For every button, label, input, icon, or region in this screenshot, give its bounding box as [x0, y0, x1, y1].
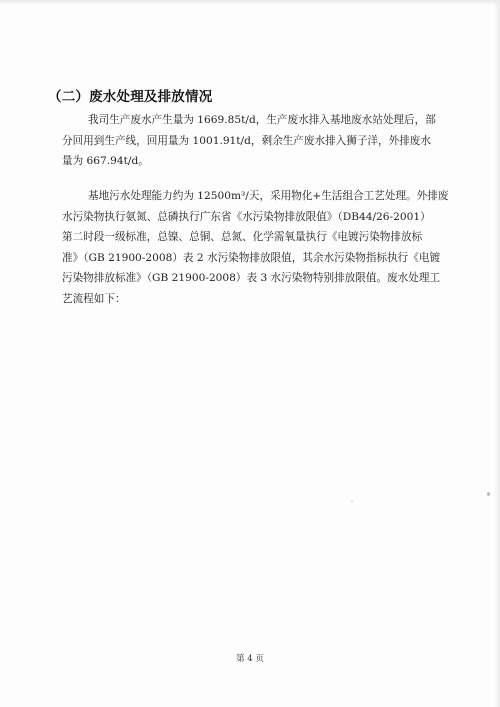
paragraph-line: 分回用到生产线，回用量为 1001.91t/d，剩余生产废水排入狮子洋，外排废水: [62, 134, 431, 147]
section-heading: （二）废水处理及排放情况: [48, 89, 213, 105]
paragraph-line: 准》（GB 21900-2008）表 2 水污染物排放限值，其余水污染物指标执行《电镀: [62, 251, 441, 264]
page-number: 第 4 页: [236, 654, 264, 664]
paragraph-treatment-standards: [62, 186, 457, 309]
paragraph-line: 量为 667.94t/d。: [62, 155, 149, 167]
paragraph-line: 水污染物执行氨氮、总磷执行广东省《水污染物排放限值》（DB44/26-2001）: [62, 210, 431, 223]
paragraph-line: 我司生产废水产生量为 1669.85t/d，生产废水排入基地废水站处理后，部: [88, 114, 436, 126]
scan-edge-right: [494, 0, 500, 707]
paragraph-wastewater-volume: [62, 110, 457, 172]
paragraph-line: 污染物排放标准》（GB 21900-2008）表 3 水污染物特别排放限值。废水处理工: [62, 272, 441, 284]
scan-speck: [487, 492, 490, 496]
paragraph-line: 艺流程如下：: [62, 292, 126, 305]
paragraph-line: 基地污水处理能力约为 12500m³/天，采用物化+生活组合工艺处理。外排废: [88, 190, 449, 202]
paragraph-line: 第二时段一级标准，总镍、总铜、总氮、化学需氧量执行《电镀污染物排放标: [62, 231, 423, 243]
scan-edge-top: [0, 0, 500, 6]
scan-speck: [351, 500, 353, 502]
